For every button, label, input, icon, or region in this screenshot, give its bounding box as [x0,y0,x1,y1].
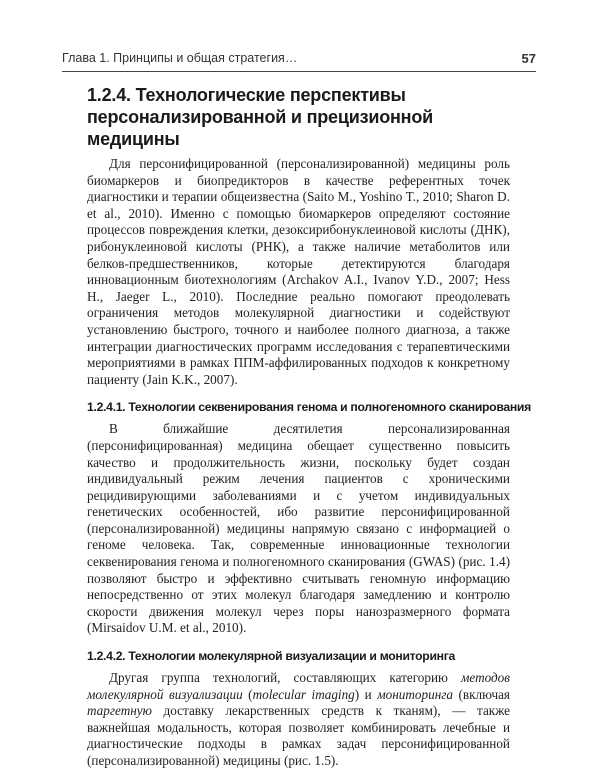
text-run: (включая [452,686,510,702]
section-paragraph: Для персонифицированной (персонализированной) медицины роль биомаркеров и биопредикторов в качестве референтных точек диагностики и терапии общеизвестна (Saito M., Yoshino T., 2010; Sharon D. et al., 2010). Именно с помощью биомаркеров определяют состояние процессов повреждения клетки, дезоксирибонуклеиновой кислоты (ДНК), рибонуклеиновой кислоты (РНК), а также наличие метаболитов или белков-предшественников, которые детектируются благодаря инновационным биотехнологиям (Archakov A.I., Ivanov Y.D., 2007; Hess H., Jaeger L., 2010). Последние реально помогают преодолевать ограничения методов молекулярной диагностики и содействуют установлению быстрого, точного и наиболее полного диагноза, а также интеграции диагностических программ исследования с терапевтическими мероприятиями в рамках ППМ-аффилированных подходов к конкретному пациенту (Jain K.K., 2007). [87,156,510,387]
chapter-title: Глава 1. Принципы и общая стратегия… [62,51,298,65]
text-run: Другая группа технологий, составляющих категорию [109,670,461,686]
italic-term: таргетную [87,703,152,719]
subsection-paragraph-imaging [87,670,510,770]
subsection-title-sequencing: 1.2.4.1. Технологии секвенирования генома и полногеномного сканирования [87,400,531,415]
text-run: доставку лекарственных средств к тканям), — также важнейшая модальность, которая позволяет комбинировать лечебные и диагностические подходы в рамках задач персонифицированной (персонализированной) медицины (рис. 1.5). [87,703,510,768]
page-number: 57 [521,51,536,66]
subsection-paragraph-sequencing: В ближайшие десятилетия персонализированная (персонифицированная) медицина обещает существенно повысить качество и продолжительность жизни, поскольку будет создан индивидуальный режим лечения пациентов с хроническими рецидивирующими заболеваниями и с учетом индивидуальных генетических особенностей, ибо развитие персонифицированной (персонализированной) медицины напрямую связано с информацией о геноме человека. Так, современные инновационные технологии секвенирования генома и полногеномного сканирования (GWAS) (рис. 1.4) позволяют быстро и эффективно считывать геномную информацию непосредственно от этих молекул благодаря замедлению и контролю скорости движения молекул через поры нанозразмерного формата (Mirsaidov U.M. et al., 2010). [87,421,510,636]
section-title: 1.2.4. Технологические перспективы персонализированной и прецизионной медицины [87,85,434,149]
text-run: ) и [354,686,378,702]
text-run: ( [242,686,253,702]
header-rule [62,71,536,72]
italic-term: методов молекулярной визуализации [87,670,510,702]
page-body [87,84,531,770]
italic-term: мониторинга [377,686,453,702]
subsection-title-imaging: 1.2.4.2. Технологии молекулярной визуализации и мониторинга [87,649,455,664]
italic-term: molecular imaging [252,686,355,702]
running-head [62,51,536,69]
